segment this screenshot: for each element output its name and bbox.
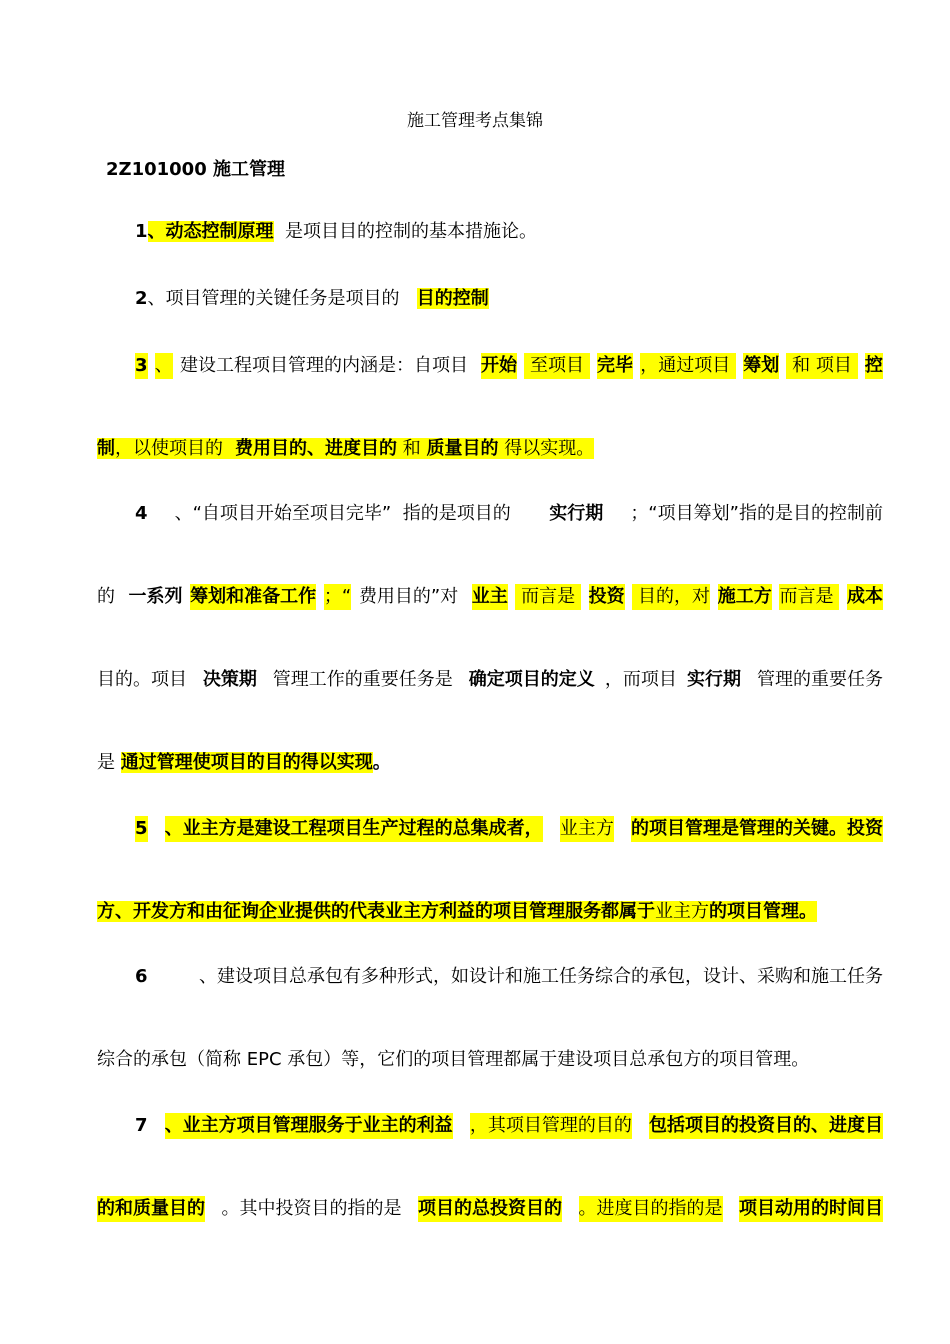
text-run: 的: [97, 586, 121, 607]
text-run: 至项目: [524, 353, 589, 379]
item-5-line-1: [135, 816, 883, 842]
text-run: 费用目的”对: [358, 586, 464, 607]
item-6-line-2: [97, 1047, 809, 1073]
text-run: ，其项目管理的目的: [470, 1113, 632, 1139]
text-run: 管理工作的重要任务是: [267, 669, 459, 690]
text-run: 6: [135, 966, 148, 987]
text-run: ，而项目: [604, 669, 677, 690]
text-run: 建设工程项目管理的内涵是：自项目: [180, 355, 474, 376]
text-run: 业主方: [560, 816, 614, 842]
item-7-line-1: [135, 1113, 883, 1139]
text-run: 施工方: [718, 584, 772, 610]
text-run: 控: [865, 353, 883, 379]
item-3-line-2: [97, 436, 594, 462]
text-run: 筹划: [743, 353, 779, 379]
section-heading: 2Z101000 施工管理: [106, 159, 285, 180]
text-run: 筹划和准备工作: [190, 584, 316, 610]
text-run: 。: [372, 752, 391, 773]
text-run: 7: [135, 1115, 148, 1136]
text-run: 包括项目的投资目的、进度目: [649, 1113, 883, 1139]
text-run: 方、开发方和由征询企业提供的代表业主方利益的项目管理服务都属于: [97, 901, 655, 922]
text-run: 是: [97, 752, 121, 773]
item-7-line-2: [97, 1196, 883, 1222]
item-4-line-2: [97, 584, 883, 610]
text-run: 项目的总投资目的: [418, 1196, 562, 1222]
text-run: 、“自项目开始至项目完毕” 指的是项目的: [174, 503, 523, 524]
document-title: 施工管理考点集锦: [407, 111, 543, 131]
item-4-line-4: [97, 750, 391, 776]
text-run: 而言是: [515, 584, 580, 610]
text-run: 、建设项目总承包有多种形式，如设计和施工任务综合的承包，设计、采购和施工任务: [199, 966, 883, 987]
text-run: 确定项目的定义: [468, 669, 595, 690]
text-run: 的和质量目的: [97, 1196, 205, 1222]
text-run: 3: [135, 353, 148, 379]
text-run: 。进度目的指的是: [579, 1196, 723, 1222]
text-run: 、动态控制原理: [147, 221, 274, 242]
text-run: 项目动用的时间目: [739, 1196, 883, 1222]
text-run: 而言是: [779, 584, 839, 610]
text-run: 、业主方项目管理服务于业主的利益: [165, 1113, 453, 1139]
text-run: 费用目的、进度目的: [228, 438, 398, 459]
text-run: 投资: [589, 584, 625, 610]
text-run: 和: [397, 438, 427, 459]
text-run: 2: [135, 288, 148, 309]
text-run: 目的，对: [632, 584, 710, 610]
item-3-line-1: [135, 353, 883, 379]
text-run: 、项目管理的关键任务是项目的: [147, 288, 417, 309]
text-run: 、: [155, 353, 173, 379]
text-run: ；“: [324, 584, 351, 610]
text-run: 一系列: [128, 586, 183, 607]
text-run: 完毕: [597, 353, 633, 379]
text-run: 的项目管理。: [709, 901, 817, 922]
text-run: ，通过项目: [640, 353, 736, 379]
item-1-line-1: [135, 219, 537, 245]
text-run: 是项目目的控制的基本措施论。: [273, 221, 537, 242]
item-4-line-3: [97, 667, 883, 693]
text-run: 、业主方是建设工程项目生产过程的总集成者，: [165, 816, 543, 842]
item-2-line-1: [135, 286, 489, 312]
text-run: 目的控制: [416, 288, 489, 309]
text-run: 目的。项目: [97, 669, 193, 690]
text-run: 综合的承包（简称 EPC 承包）等，它们的项目管理都属于建设项目总承包方的项目管理。: [97, 1049, 810, 1070]
text-run: 业主方: [655, 901, 709, 922]
text-run: 业主: [472, 584, 508, 610]
text-run: 1: [135, 221, 148, 242]
text-run: 管理的重要任务: [751, 669, 883, 690]
text-run: ，以使项目的: [115, 438, 229, 459]
item-6-line-1: [135, 964, 883, 990]
item-4-line-1: [135, 501, 883, 527]
text-run: 实行期: [687, 669, 742, 690]
item-5-line-2: [97, 899, 817, 925]
text-run: 的项目管理是管理的关键。投资: [631, 816, 883, 842]
text-run: 通过管理使项目的目的得以实现: [120, 752, 373, 773]
text-run: 4: [135, 503, 148, 524]
text-run: 得以实现。: [498, 438, 595, 459]
text-run: 制: [97, 438, 115, 459]
text-run: 开始: [481, 353, 517, 379]
text-run: 和 项目: [786, 353, 857, 379]
text-run: 。其中投资目的指的是: [221, 1198, 402, 1219]
text-run: 质量目的: [426, 438, 499, 459]
text-run: 成本: [847, 584, 883, 610]
text-run: 决策期: [202, 669, 257, 690]
text-run: 实行期: [549, 503, 604, 524]
text-run: 5: [135, 816, 148, 842]
text-run: ；“项目筹划”指的是目的控制前: [630, 503, 883, 524]
